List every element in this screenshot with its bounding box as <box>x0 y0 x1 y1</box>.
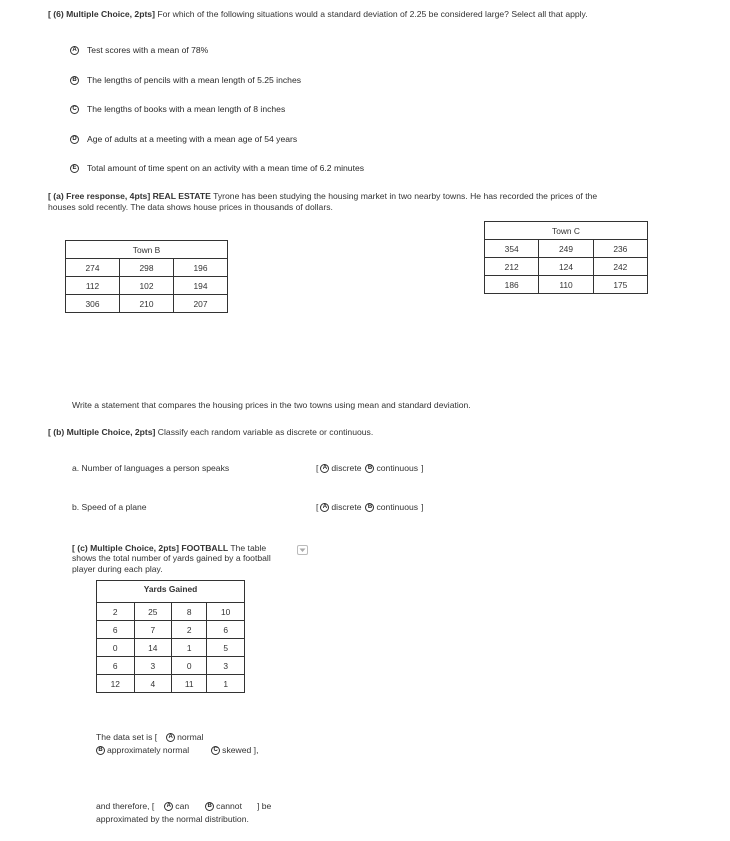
table-cell: 274 <box>66 259 120 277</box>
qc-text-line2: shows the total number of yards gained by a football <box>72 553 271 563</box>
option-label: can <box>175 801 190 811</box>
option-bubble-c[interactable]: C <box>70 105 79 114</box>
table-cell: 102 <box>120 277 174 295</box>
option-bubble-e[interactable]: E <box>70 164 79 173</box>
table-cell: 7 <box>134 621 172 639</box>
option-label: discrete <box>331 502 362 512</box>
option-bubble-d[interactable]: D <box>70 135 79 144</box>
q6-option-a[interactable] <box>70 45 208 55</box>
qa-title: REAL ESTATE <box>150 191 211 201</box>
table-cell: 2 <box>172 621 207 639</box>
table-cell: 242 <box>593 258 647 276</box>
table-cell: 12 <box>97 675 135 693</box>
qc-option-cannot[interactable] <box>205 801 242 811</box>
option-label: The lengths of pencils with a mean length of 5.25 inches <box>87 75 302 85</box>
bracket-close: ] <box>421 502 424 512</box>
table-cell: 6 <box>97 621 135 639</box>
table-cell: 236 <box>593 240 647 258</box>
q6-option-e[interactable] <box>70 163 364 173</box>
option-label: skewed ], <box>222 745 259 755</box>
dropdown-toggle-icon[interactable] <box>297 545 308 555</box>
table-cell: 3 <box>134 657 172 675</box>
qa-prompt: Write a statement that compares the housing prices in the two towns using mean and standard deviation. <box>72 400 471 410</box>
qc-title: FOOTBALL <box>178 543 229 553</box>
table-cell: 0 <box>172 657 207 675</box>
table-cell: 5 <box>207 639 245 657</box>
option-bubble-b[interactable]: B <box>205 802 214 811</box>
option-label: discrete <box>331 463 362 473</box>
table-cell: 4 <box>134 675 172 693</box>
option-label: normal <box>177 732 204 742</box>
table-cell: 11 <box>172 675 207 693</box>
qb-item-a-continuous[interactable] <box>365 463 418 473</box>
town-b-table <box>65 240 228 313</box>
qc-dataset-line1 <box>96 732 203 742</box>
bracket-open: [ <box>316 463 319 473</box>
yards-gained-title: Yards Gained <box>97 581 245 603</box>
chevron-down-icon <box>299 548 306 553</box>
option-bubble-b[interactable]: B <box>365 464 374 473</box>
option-bubble-a[interactable]: A <box>166 733 175 742</box>
qb-question: Classify each random variable as discrete or continuous. <box>155 427 374 437</box>
q6-option-c[interactable] <box>70 104 285 114</box>
qc-header <box>72 543 266 553</box>
table-cell: 306 <box>66 295 120 313</box>
therefore-prefix: and therefore, [ <box>96 801 155 811</box>
qb-item-b-choices <box>316 502 423 512</box>
table-cell: 249 <box>539 240 593 258</box>
table-cell: 210 <box>120 295 174 313</box>
q6-tag: [ (6) Multiple Choice, 2pts] <box>48 9 155 19</box>
q6-option-b[interactable] <box>70 75 301 85</box>
table-cell: 354 <box>485 240 539 258</box>
option-label: continuous <box>376 502 419 512</box>
town-b-title: Town B <box>66 241 228 259</box>
table-cell: 196 <box>174 259 228 277</box>
table-cell: 3 <box>207 657 245 675</box>
qc-tag: [ (c) Multiple Choice, 2pts] <box>72 543 179 553</box>
option-label: Total amount of time spent on an activity with a mean time of 6.2 minutes <box>87 163 365 173</box>
option-bubble-a[interactable]: A <box>320 503 329 512</box>
q6-header <box>48 9 588 19</box>
table-cell: 124 <box>539 258 593 276</box>
qc-text-line1: The table <box>228 543 267 553</box>
option-bubble-a[interactable]: A <box>320 464 329 473</box>
yards-gained-table <box>96 580 245 693</box>
table-cell: 194 <box>174 277 228 295</box>
table-cell: 175 <box>593 276 647 294</box>
option-bubble-b[interactable]: B <box>96 746 105 755</box>
qb-header <box>48 427 373 437</box>
qa-header <box>48 191 597 201</box>
dataset-prefix: The data set is [ <box>96 732 158 742</box>
qc-option-approx-normal[interactable] <box>96 745 189 755</box>
qa-tag: [ (a) Free response, 4pts] <box>48 191 151 201</box>
table-cell: 1 <box>172 639 207 657</box>
option-label: Age of adults at a meeting with a mean age of 54 years <box>87 134 298 144</box>
table-cell: 6 <box>97 657 135 675</box>
q6-question: For which of the following situations would a standard deviation of 2.25 be considered large? Select all that apply. <box>154 9 588 19</box>
qc-final-line: approximated by the normal distribution. <box>96 814 249 824</box>
option-label: Test scores with a mean of 78% <box>87 45 209 55</box>
qb-item-a-label: a. Number of languages a person speaks <box>72 463 230 473</box>
table-cell: 212 <box>485 258 539 276</box>
option-label: cannot <box>216 801 242 811</box>
table-cell: 110 <box>539 276 593 294</box>
qb-item-b-discrete[interactable] <box>320 502 361 512</box>
option-label: approximately normal <box>107 745 190 755</box>
bracket-open: [ <box>316 502 319 512</box>
table-cell: 298 <box>120 259 174 277</box>
table-cell: 112 <box>66 277 120 295</box>
qb-item-a-discrete[interactable] <box>320 463 361 473</box>
option-label: continuous <box>376 463 419 473</box>
qc-text-line3: player during each play. <box>72 564 163 574</box>
table-cell: 1 <box>207 675 245 693</box>
table-cell: 14 <box>134 639 172 657</box>
table-cell: 207 <box>174 295 228 313</box>
qc-therefore-line <box>96 801 271 811</box>
table-cell: 0 <box>97 639 135 657</box>
qa-text-line2: houses sold recently. The data shows house prices in thousands of dollars. <box>48 202 333 212</box>
town-c-title: Town C <box>485 222 648 240</box>
option-bubble-b[interactable]: B <box>70 76 79 85</box>
table-cell: 10 <box>207 603 245 621</box>
table-cell: 25 <box>134 603 172 621</box>
qb-tag: [ (b) Multiple Choice, 2pts] <box>48 427 156 437</box>
qb-item-b-label: b. Speed of a plane <box>72 502 147 512</box>
option-bubble-a[interactable]: A <box>70 46 79 55</box>
town-c-table <box>484 221 648 294</box>
qc-option-skewed[interactable] <box>211 745 258 755</box>
option-bubble-c[interactable]: C <box>211 746 220 755</box>
q6-option-d[interactable] <box>70 134 297 144</box>
table-cell: 186 <box>485 276 539 294</box>
qb-item-a-choices <box>316 463 423 473</box>
therefore-suffix: ] be <box>256 801 272 811</box>
qc-option-can[interactable] <box>164 801 189 811</box>
option-bubble-a[interactable]: A <box>164 802 173 811</box>
table-cell: 8 <box>172 603 207 621</box>
qc-option-normal[interactable] <box>166 732 203 742</box>
qc-dataset-line2 <box>96 745 258 755</box>
table-cell: 6 <box>207 621 245 639</box>
option-label: The lengths of books with a mean length of 8 inches <box>87 104 286 114</box>
option-bubble-b[interactable]: B <box>365 503 374 512</box>
qb-item-b-continuous[interactable] <box>365 502 418 512</box>
qa-text-line1: Tyrone has been studying the housing market in two nearby towns. He has recorded the prices of the <box>210 191 598 201</box>
bracket-close: ] <box>421 463 424 473</box>
table-cell: 2 <box>97 603 135 621</box>
